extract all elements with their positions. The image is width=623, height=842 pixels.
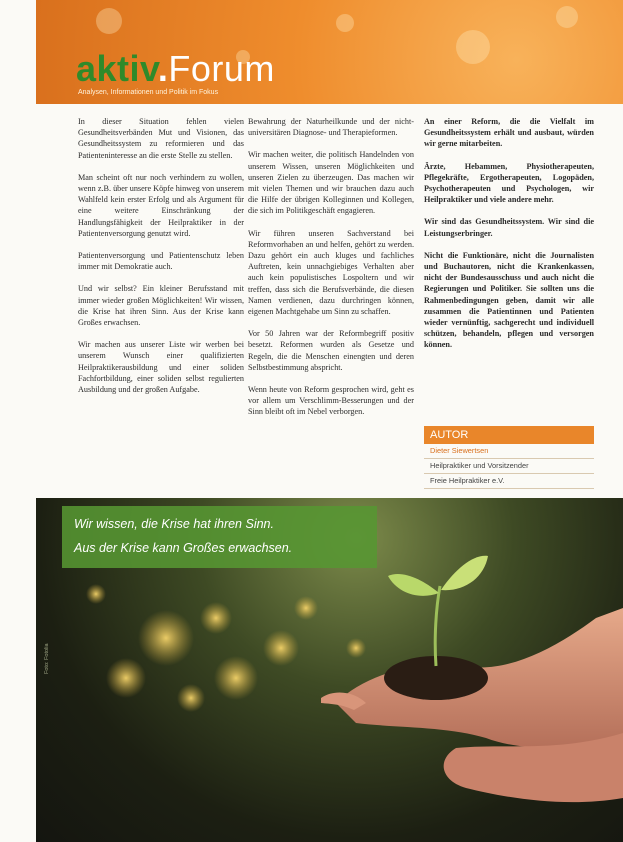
paragraph: Wir führen unseren Sachverstand bei Reformvorhaben an und helfen, gehört zu werden. Dazu gehört ein auch kluges und fachliches Auftreten, kein unnachgiebiges Verhalten aber auch kein populistisches Lospoltern und wir treffen, dass sich die Berufsverbände, die diesen Namen verdienen, dazu durchringen können, eigenen Machtgehabe um Sinn zu schaffen. (248, 228, 414, 317)
paragraph: Wenn heute von Reform gesprochen wird, geht es vor allem um Verschlimm-Besserungen und der Sinn bleibt oft im Nebel verborgen. (248, 385, 414, 417)
bokeh-light (346, 638, 366, 658)
article-column-2 (248, 116, 414, 429)
paragraph: An einer Reform, die die Vielfalt im Gesundheitssystem erhält und ausbaut, würden wir gerne mitarbeiten. (424, 117, 594, 149)
bokeh-light (214, 656, 258, 700)
paragraph: Bewahrung der Naturheilkunde und der nicht-universitären Diagnose- und Therapieformen. (248, 117, 414, 138)
bokeh-light (456, 30, 490, 64)
paragraph: In dieser Situation fehlen vielen Gesundheitsverbänden Mut und Visionen, das Gesundheitssystem zu reformieren und das Patienteninteresse an die erste Stelle zu stellen. (78, 117, 244, 160)
bokeh-light (200, 602, 232, 634)
paragraph: Nicht die Funktionäre, nicht die Journalisten und Buchautoren, nicht die Krankenkassen, nicht der Bundesausschuss und auch nicht die Regierungen und Politiker. Sie sollten uns die Rahmenbedingungen geben, damit wir alle zusammen die Patientinnen und Patienten wieder vernünftig, sachgerecht und individuell schützen, behandeln, pflegen und versorgen können. (424, 250, 594, 350)
brand-accent: aktiv (76, 48, 158, 89)
author-role: Heilpraktiker und Vorsitzender (424, 459, 594, 474)
brand-logo (76, 48, 275, 90)
bokeh-light (556, 6, 578, 28)
author-box (424, 426, 594, 489)
seedling-leaf (388, 574, 439, 596)
paragraph: Und wir selbst? Ein kleiner Berufsstand mit immer wieder großen Möglichkeiten! Wir wissen, die Krise hat ihren Sinn. Aus der Krise kann Großes erwachsen. (78, 284, 244, 328)
banner-line-2: Aus der Krise kann Großes erwachsen. (74, 541, 293, 555)
seedling-stem (435, 586, 440, 666)
quote-banner (62, 506, 377, 568)
bokeh-light (336, 14, 354, 32)
brand-dot: . (157, 48, 169, 89)
seedling-leaf (441, 556, 488, 590)
article-body (36, 104, 623, 498)
photo-credit: Foto: Fotolia (44, 643, 50, 674)
brand-main: Forum (168, 48, 275, 89)
header-banner (36, 0, 623, 104)
article-column-3 (424, 116, 594, 362)
paragraph: Vor 50 Jahren war der Reformbegriff positiv besetzt. Reformen wurden als Gesetze und Regeln, die die Menschen einengten und deren Selbstbestimmung abspricht. (248, 329, 414, 372)
paragraph: Wir sind das Gesundheitssystem. Wir sind die Leistungserbringer. (424, 217, 594, 238)
paragraph: Wir machen weiter, die politisch Handelnden von unserem Wissen, unseren Möglichkeiten und unseren Zielen zu überzeugen. Das machen wir mit vielen Themen und wir brauchen dazu auch die Hilfe der übrigen Kolleginnen und Kollegen, die sich im Politikgeschäft engagieren. (248, 150, 414, 216)
bokeh-light (294, 596, 318, 620)
bokeh-light (96, 8, 122, 34)
author-name: Dieter Siewertsen (424, 444, 594, 459)
bokeh-light (177, 684, 205, 712)
author-org: Freie Heilpraktiker e.V. (424, 474, 594, 489)
article-column-1 (78, 116, 244, 406)
bokeh-light (86, 584, 106, 604)
banner-line-1: Wir wissen, die Krise hat ihren Sinn. (74, 517, 274, 531)
bokeh-light (263, 630, 299, 666)
header-tagline: Analysen, Informationen und Politik im Fokus (78, 89, 219, 96)
bokeh-light (138, 610, 194, 666)
paragraph: Wir machen aus unserer Liste wir werben bei unserem Wunsch einer qualifizierten Heilpraktikerausbildung und einer soliden Fachfortbildung, einer soliden selbst regulierten Ausbildung und der großen Aufgabe. (78, 340, 244, 395)
hands-seedling-photo (36, 498, 623, 842)
bokeh-light (106, 658, 146, 698)
paragraph: Ärzte, Hebammen, Physiotherapeuten, Pflegekräfte, Ergotherapeuten, Logopäden, Psychotherapeuten und Psychologen, wir Heilpraktiker und viele andere mehr. (424, 161, 594, 205)
paragraph: Patientenversorgung und Patientenschutz leben immer mit Demokratie auch. (78, 251, 244, 272)
paragraph: Man scheint oft nur noch verhindern zu wollen, wenn z.B. über unsere Köpfe hinweg von unserem Wahlfeld kein erster Erfolg und als Argument für eine weitere Einschränkung der Handlungsfähigkeit der Heilpraktiker in der Patientenversorgung genutzt wird. (78, 172, 244, 238)
author-heading: AUTOR (424, 426, 594, 444)
